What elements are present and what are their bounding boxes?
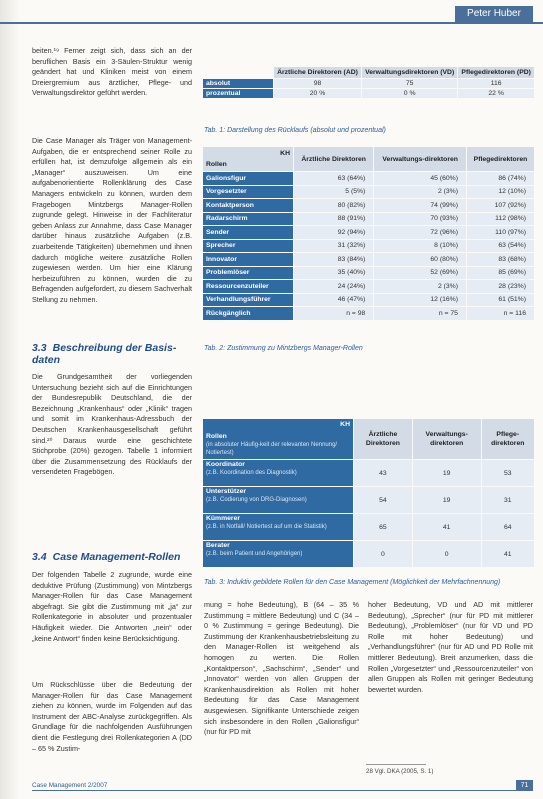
footer-rule [32,790,533,791]
table-3-cell: 19 [413,460,481,486]
table-2-body [203,172,534,320]
footnote-rule [366,764,426,765]
table-2-row-label: Radarschirm [203,213,293,226]
table-2-cell: n = 116 [467,307,534,320]
page-number: 71 [516,780,533,791]
table-1-header: Ärztliche Direktoren (AD) [274,67,361,78]
table-2-cell: 2 (3%) [374,186,466,199]
right-column-bottom [368,600,533,695]
table-3-row-label [203,541,353,567]
table-2-row-label: Sender [203,226,293,239]
table-2-corner-label: Rollen [206,161,227,168]
table-3-header: Pflege-direktoren [482,419,534,459]
table-2-cell: 85 (69%) [467,267,534,280]
table-2-row [203,267,534,280]
table-2-cell: 86 (74%) [467,172,534,185]
heading-3-4-text: Case Management-Rollen [52,551,181,563]
table-2-row [203,186,534,199]
footnote-28: 28 Vgl. DKA (2005, S. 1) [366,768,434,775]
table-2-header: Ärztliche Direktoren [294,147,373,171]
table-1-ruecklauf [202,66,535,99]
table-2-header: Verwaltungs-direktoren [374,147,466,171]
table-2-row [203,307,534,320]
table-2-row-label: Rückgänglich [203,307,293,320]
table-2-row-label: Kontaktperson [203,199,293,212]
table-3-role-name: Kümmerer [206,515,240,522]
table-1-cell: 22 % [458,89,534,98]
table-2-row-label: Innovator [203,253,293,266]
table-2-cell: 28 (23%) [467,280,534,293]
table-3-corner-sub: (in absoluter Häufig-keit der relevanten Nennung/ Notiertest) [206,442,338,456]
table-2-cell: 63 (64%) [294,172,373,185]
table-1-caption: Tab. 1: Darstellung des Rücklaufs (absolut und prozentual) [204,127,386,134]
table-2-cell: 80 (82%) [294,199,373,212]
paragraph-abc-continued: mung = hohe Bedeutung), B (64 – 35 % Zustimmung = mittlere Bedeutung) und C (34 – 0 % Zustimmung = geringe Bedeutung). Die Zustimmung der Krankenhausbetriebsleitung zu den Manager-Rollen ist weitgehend als homogen zu werten. Die Rollen „Kontaktperson“, „Sachschirm“, „Sender“ und „Innovator“ werden von allen Gruppen der Krankenhausdirektion als Rollen mit hoher Bedeutung für das Case Management ausgewiesen. Signifikante Unterschiede zeigen sich insbesondere in den Rollen „Galionsfigur“ (nur für PD mit [204,600,359,737]
table-2-cell: 107 (92%) [467,199,534,212]
table-2-row [203,199,534,212]
table-2-cell: 88 (91%) [294,213,373,226]
table-2-row-label: Galionsfigur [203,172,293,185]
table-1-cell: 75 [362,79,457,88]
table-2-cell: 35 (40%) [294,267,373,280]
table-2-cell: 70 (93%) [374,213,466,226]
table-3-row-label [203,487,353,513]
table-2-cell: 52 (69%) [374,267,466,280]
table-3-header: Ärztliche Direktoren [354,419,412,459]
table-3-caption: Tab. 3: Induktiv gebildete Rollen für den Case Management (Möglichkeit der Mehrfachnennung) [204,579,501,586]
paragraph-intro: beiten.¹⁹ Ferner zeigt sich, dass sich an der beruflichen Basis ein 3-Säulen-Struktur wenig geändert hat und Kliniken meist von einem Dreiergremium aus ärztlicher, Pflege- und Verwaltungsdirektor geführt werden. [32,46,192,98]
table-3-row-label [203,460,353,486]
table-3-role-example: (z.B. Codierung von DRG-Diagnosen) [206,497,307,503]
table-3-row [203,460,534,486]
table-1-cell: 0 % [362,89,457,98]
table-3-cell: 43 [354,460,412,486]
table-2-cell: 60 (80%) [374,253,466,266]
table-3-row-label [203,514,353,540]
table-3-cell: 65 [354,514,412,540]
paragraph-basisdaten: Die Grundgesamtheit der vorliegenden Untersuchung bezieht sich auf die Einrichtungen der Bundesrepublik Deutschland, die der Bezeichnung „Krankenhaus“ oder „Klinik“ tragen und somit im Krankenhaus-Adressbuch der Deutschen Krankenhausgesellschaft geführt sind.²⁰ Daraus wurde eine geschichtete Stichprobe (20%) gezogen. Tabelle 1 informiert über die Zusammensetzung des Rücklaufs der versendeten Fragebögen. [32,372,192,477]
table-2-row [203,172,534,185]
table-2-cell: 74 (99%) [374,199,466,212]
table-3-body [203,460,534,567]
table-2-cell: 61 (51%) [467,294,534,307]
table-3-role-name: Unterstützer [206,488,247,495]
table-2-cell: 46 (47%) [294,294,373,307]
heading-3-4 [32,551,202,563]
table-3-cell: 54 [354,487,412,513]
table-2-corner [203,147,293,171]
table-2-cell: 12 (10%) [467,186,534,199]
table-3-role-example: (z.B. in Notfall/ Notiertest auf um die Statistik) [206,524,327,530]
table-3-corner [203,419,353,459]
table-2-cell: 83 (84%) [294,253,373,266]
table-3-role-example: (z.B. beim Patient und Angehörigen) [206,551,303,557]
middle-column-bottom [204,600,359,738]
paragraph-rollen: Der folgenden Tabelle 2 zugrunde, wurde eine deduktive Prüfung (Zustimmung) von Mintzbergs Manager-Rollen für das Case Management abgefragt. Sie gibt die Zustimmung mit „ja“ zur Rollenkategorie in absoluter und prozentualer Häufigkeit wieder. Die Antworten „nein“ oder „keine Antwort“ finden keine Berücksichtigung. [32,570,192,643]
table-3-row [203,487,534,513]
table-1-cell: 20 % [274,89,361,98]
table-2-cell: 8 (10%) [374,240,466,253]
table-1-cell: 116 [458,79,534,88]
table-1-row-label: absolut [203,79,273,88]
table-3-cell: 0 [413,541,481,567]
table-1-header: Pflegedirektoren (PD) [458,67,534,78]
table-2-row-label: Ressourcenzuteiler [203,280,293,293]
table-2-row [203,226,534,239]
table-3-role-example: (z.B. Koordination des Diagnostik) [206,470,297,476]
table-2-cell: 2 (3%) [374,280,466,293]
table-2-cell: 83 (68%) [467,253,534,266]
table-2-row [203,213,534,226]
table-2-cell: n = 98 [294,307,373,320]
table-2-row [203,280,534,293]
heading-3-3 [32,342,202,366]
table-2-cell: 24 (24%) [294,280,373,293]
table-2-cell: 31 (32%) [294,240,373,253]
table-2-caption: Tab. 2: Zustimmung zu Mintzbergs Manager-Rollen [204,345,363,352]
table-2-cell: 5 (5%) [294,186,373,199]
table-1-row-label: prozentual [203,89,273,98]
table-2-cell: 92 (94%) [294,226,373,239]
table-1-header: Verwaltungsdirektoren (VD) [362,67,457,78]
table-3-cell: 53 [482,460,534,486]
table-3-cell: 41 [482,541,534,567]
table-2-row [203,294,534,307]
table-2-cell: 12 (16%) [374,294,466,307]
table-2-row-label: Sprecher [203,240,293,253]
table-2-cell: 63 (54%) [467,240,534,253]
table-1-corner [203,67,273,78]
table-3-induktive-rollen [202,418,535,568]
table-2-row-label: Problemlöser [203,267,293,280]
table-3-corner-abbr: KH [340,421,350,428]
paragraph-abc: Um Rückschlüsse über die Bedeutung der Manager-Rollen für das Case Management ziehen zu können, wurde im Folgenden auf das Instrument der ABC-Analyse zurückgegriffen. Als Grundlage für die nachfolgenden Ausführungen dient die Festlegung drei Rollenkategorien A (DD – 65 % Zustim- [32,680,192,753]
heading-3-3-number: 3.3 [32,342,47,354]
left-column-top [32,46,192,99]
left-column-rollen [32,570,192,644]
table-3-cell: 19 [413,487,481,513]
table-3-cell: 64 [482,514,534,540]
left-column-mid [32,136,192,306]
table-3-role-name: Koordinator [206,461,245,468]
table-1-cell: 98 [274,79,361,88]
table-2-cell: n = 75 [374,307,466,320]
paragraph-right: hoher Bedeutung, VD und AD mit mittlerer Bedeutung), „Sprecher“ (nur für PD mit mittlerer Bedeutung), „Problemlöser“ (nur für VD und PD Rolle mit hoher Bedeutung) und „Verhandlungsführer“ (nur für AD und PD Rolle mit mittlerer Bedeutung). Breit anzumerken, dass die Rollen „Vorgesetzter“ und „Ressourcenzuteiler“ von allen Gruppen als Rollen mit geringer Bedeutung bewertet wurden. [368,600,533,694]
table-2-corner-abbr: KH [280,150,290,157]
table-2-zustimmung [202,146,535,321]
table-2-cell: 72 (96%) [374,226,466,239]
table-3-cell: 0 [354,541,412,567]
table-2-cell: 45 (60%) [374,172,466,185]
footer-journal: Case Management 2/2007 [32,782,108,789]
table-2-row [203,253,534,266]
table-3-row [203,541,534,567]
table-3-row [203,514,534,540]
author-header: Peter Huber [455,6,533,22]
table-2-header: Pflegedirektoren [467,147,534,171]
left-column-abc [32,680,192,754]
table-3-corner-label: Rollen [206,433,227,440]
table-2-row [203,240,534,253]
table-3-role-name: Berater [206,542,230,549]
heading-3-3-text: Beschreibung der Basis-daten [32,342,177,366]
paragraph-case-manager: Die Case Manager als Träger von Management-Aufgaben, die er entsprechend seiner Rolle zu erfüllen hat, ist demzufolge allgemein als ein „Manager“ auszuweisen. Um eine aufgabenorientierte Rollenklärung des Case Managers entwickeln zu können, wurden dem Fragebogen Mintzbergs Manager-Rollen zugrunde gelegt. Hinweise in der Fachliteratur geben Anlass zur Annahme, dass Case Manager darüber hinaus zusätzliche Aufgaben (z.B. zuarbeitende Tätigkeiten) übernehmen und ihnen dadurch mögliche weitere zusätzliche Rollen zugewiesen werden. Um hier eine Klärung herbeizuführen zu können, wurden die zu Befragenden aufgefordert, zu diesem Sachverhalt Stellung zu nehmen. [32,136,192,304]
left-column-basisdaten [32,372,192,478]
table-2-cell: 110 (97%) [467,226,534,239]
table-2-cell: 112 (98%) [467,213,534,226]
table-2-row-label: Verhandlungsführer [203,294,293,307]
table-2-row-label: Vorgesetzter [203,186,293,199]
table-3-cell: 31 [482,487,534,513]
page-binding-shadow [0,0,20,799]
header-rule [0,22,543,24]
heading-3-4-number: 3.4 [32,551,47,563]
table-3-cell: 41 [413,514,481,540]
table-3-header: Verwaltungs-direktoren [413,419,481,459]
